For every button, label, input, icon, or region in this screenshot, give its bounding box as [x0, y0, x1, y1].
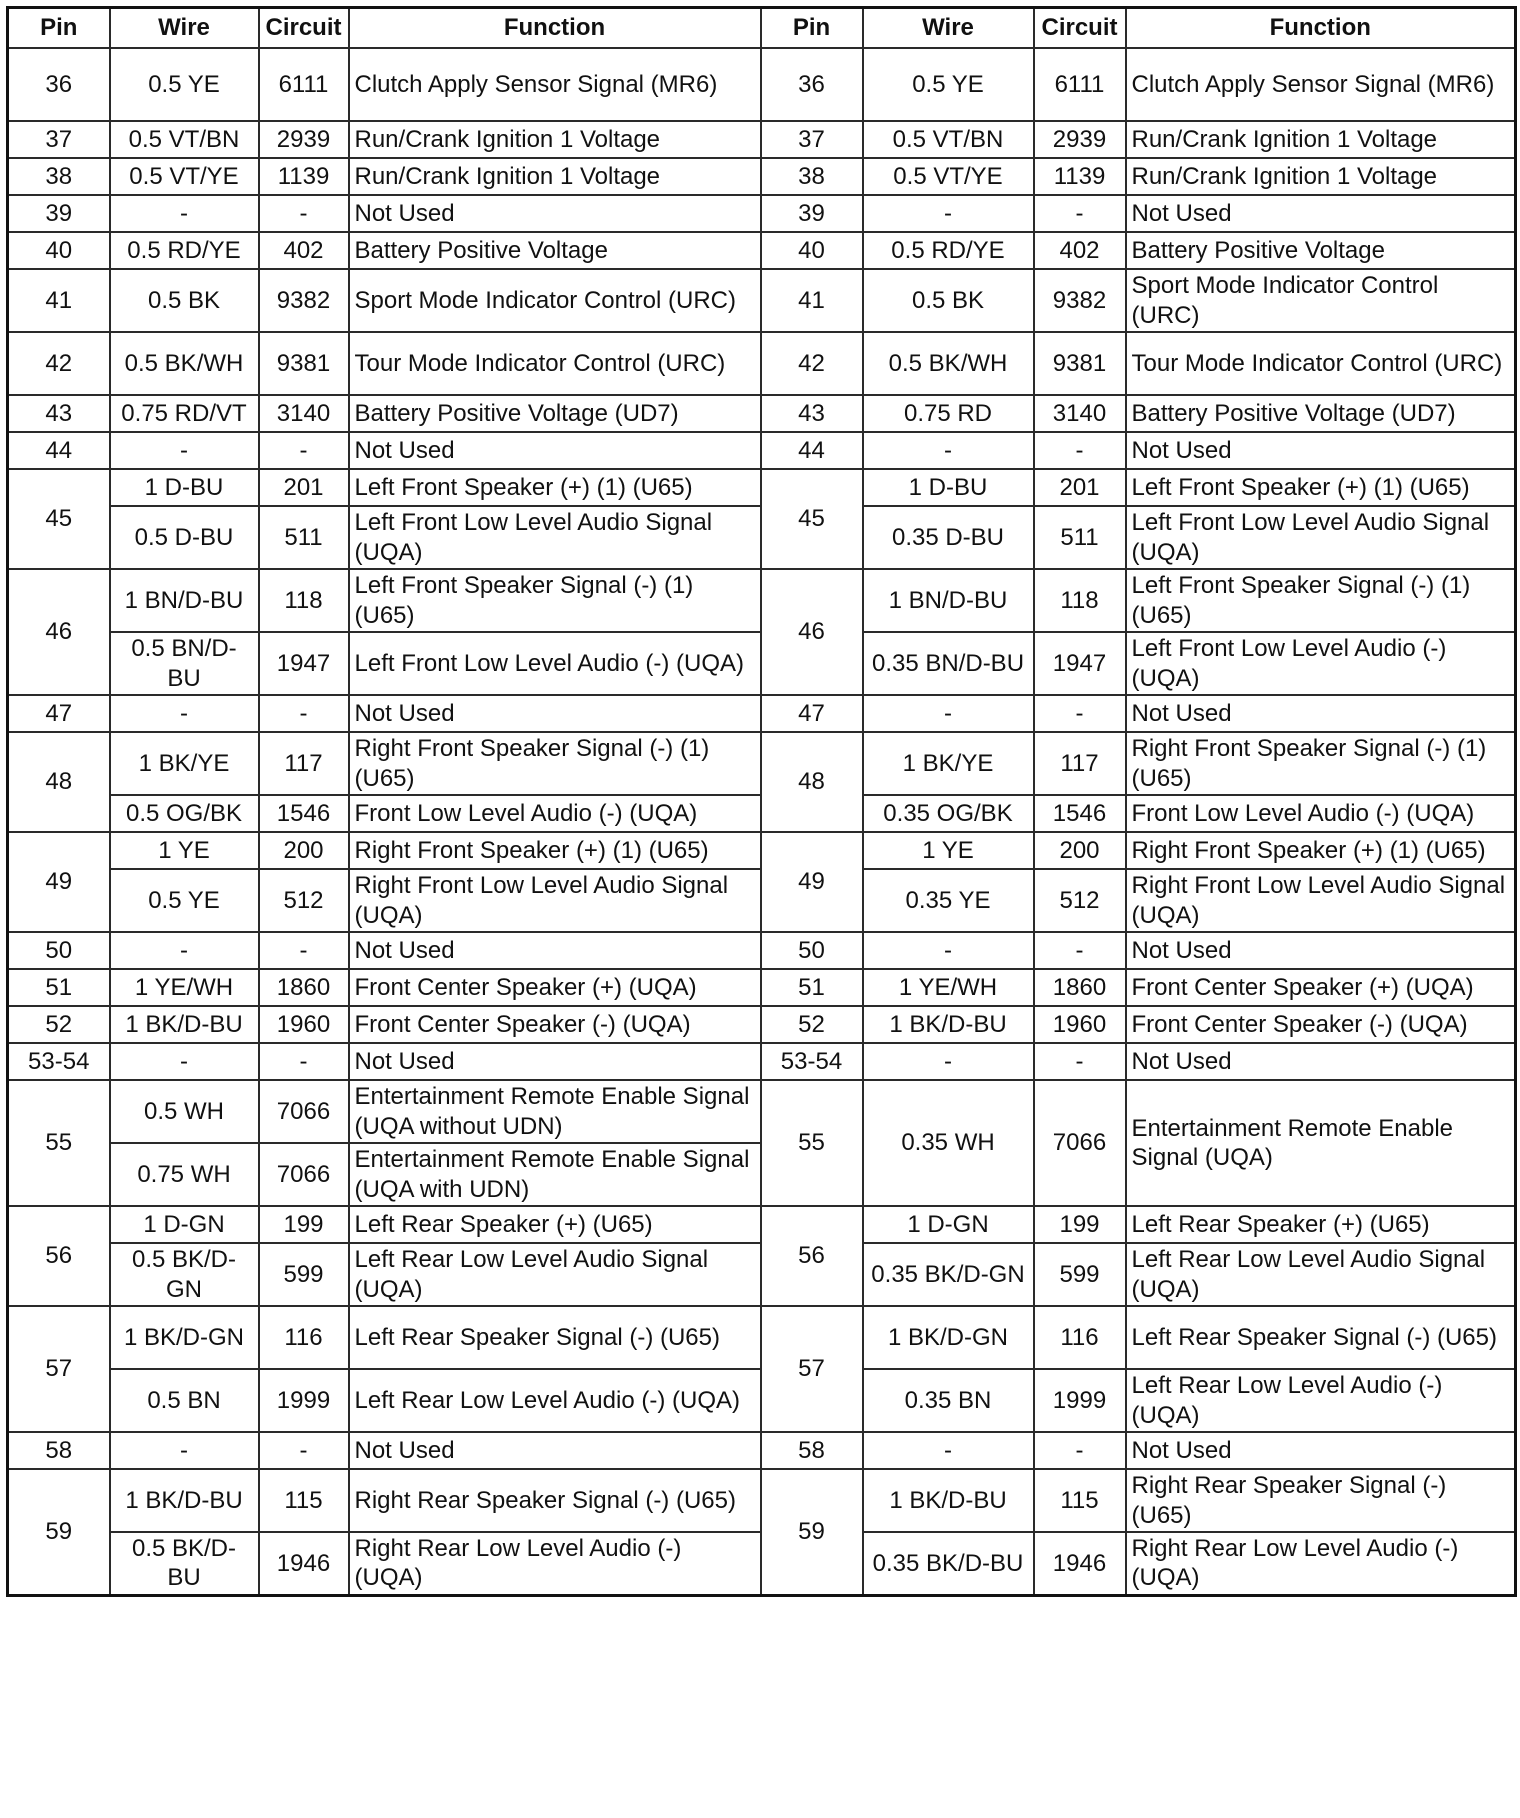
wire-cell: 0.5 BK [110, 269, 259, 332]
circuit-cell: 1999 [1034, 1369, 1126, 1432]
wire-cell: - [110, 1043, 259, 1080]
circuit-cell: 511 [259, 506, 349, 569]
circuit-cell: 9381 [1034, 332, 1126, 395]
pin-cell: 57 [8, 1306, 110, 1432]
circuit-cell: 117 [259, 732, 349, 795]
circuit-cell: 1860 [1034, 969, 1126, 1006]
pin-cell: 44 [761, 432, 863, 469]
wire-cell: 0.5 YE [110, 869, 259, 932]
circuit-cell: 402 [1034, 232, 1126, 269]
table-row [8, 569, 1516, 632]
function-cell: Not Used [1126, 432, 1516, 469]
pin-cell: 37 [761, 121, 863, 158]
pin-cell: 41 [761, 269, 863, 332]
circuit-cell: - [259, 195, 349, 232]
circuit-cell: 511 [1034, 506, 1126, 569]
pin-cell: 42 [761, 332, 863, 395]
pin-cell: 53-54 [761, 1043, 863, 1080]
wire-cell: 0.35 D-BU [863, 506, 1034, 569]
circuit-cell: 3140 [1034, 395, 1126, 432]
pin-cell: 49 [761, 832, 863, 932]
function-cell: Left Rear Low Level Audio Signal (UQA) [1126, 1243, 1516, 1306]
circuit-cell: 599 [1034, 1243, 1126, 1306]
circuit-cell: - [1034, 432, 1126, 469]
function-cell: Left Front Low Level Audio Signal (UQA) [1126, 506, 1516, 569]
table-row [8, 969, 1516, 1006]
pin-cell: 57 [761, 1306, 863, 1432]
pin-cell: 38 [8, 158, 110, 195]
connector-pinout-table [6, 6, 1517, 1597]
circuit-cell: 199 [259, 1206, 349, 1243]
wire-cell: 0.75 RD/VT [110, 395, 259, 432]
wire-cell: - [863, 1043, 1034, 1080]
pin-cell: 43 [8, 395, 110, 432]
function-cell: Front Center Speaker (+) (UQA) [1126, 969, 1516, 1006]
function-cell: Right Rear Speaker Signal (-) (U65) [349, 1469, 761, 1532]
pin-cell: 38 [761, 158, 863, 195]
circuit-cell: 6111 [1034, 48, 1126, 121]
circuit-cell: 7066 [1034, 1080, 1126, 1206]
function-cell: Left Rear Speaker Signal (-) (U65) [349, 1306, 761, 1369]
wire-cell: 0.35 BN/D-BU [863, 632, 1034, 695]
function-cell: Battery Positive Voltage (UD7) [1126, 395, 1516, 432]
pin-cell: 56 [761, 1206, 863, 1306]
header-wire: Wire [863, 8, 1034, 49]
circuit-cell: 402 [259, 232, 349, 269]
pin-cell: 55 [761, 1080, 863, 1206]
function-cell: Not Used [349, 1432, 761, 1469]
pin-cell: 43 [761, 395, 863, 432]
wire-cell: 1 BK/D-GN [110, 1306, 259, 1369]
function-cell: Front Center Speaker (-) (UQA) [349, 1006, 761, 1043]
pin-cell: 36 [761, 48, 863, 121]
circuit-cell: 1947 [259, 632, 349, 695]
wire-cell: - [110, 1432, 259, 1469]
function-cell: Right Front Speaker (+) (1) (U65) [1126, 832, 1516, 869]
function-cell: Left Rear Speaker Signal (-) (U65) [1126, 1306, 1516, 1369]
wire-cell: - [863, 695, 1034, 732]
wire-cell: 0.35 WH [863, 1080, 1034, 1206]
circuit-cell: 199 [1034, 1206, 1126, 1243]
pin-cell: 52 [761, 1006, 863, 1043]
pin-cell: 49 [8, 832, 110, 932]
circuit-cell: 116 [259, 1306, 349, 1369]
circuit-cell: 201 [259, 469, 349, 506]
wire-cell: 1 D-GN [110, 1206, 259, 1243]
function-cell: Battery Positive Voltage (UD7) [349, 395, 761, 432]
function-cell: Left Rear Low Level Audio (-) (UQA) [1126, 1369, 1516, 1432]
circuit-cell: 7066 [259, 1143, 349, 1206]
wire-cell: 1 BK/D-BU [110, 1006, 259, 1043]
function-cell: Tour Mode Indicator Control (URC) [349, 332, 761, 395]
circuit-cell: 1946 [259, 1532, 349, 1595]
table-row [8, 1043, 1516, 1080]
wire-cell: 0.5 RD/YE [863, 232, 1034, 269]
circuit-cell: 3140 [259, 395, 349, 432]
function-cell: Front Center Speaker (-) (UQA) [1126, 1006, 1516, 1043]
header-circuit: Circuit [259, 8, 349, 49]
header-function: Function [1126, 8, 1516, 49]
circuit-cell: 1860 [259, 969, 349, 1006]
function-cell: Left Rear Speaker (+) (U65) [1126, 1206, 1516, 1243]
wire-cell: 1 YE/WH [863, 969, 1034, 1006]
wire-cell: 1 BN/D-BU [110, 569, 259, 632]
pin-cell: 40 [8, 232, 110, 269]
circuit-cell: 118 [1034, 569, 1126, 632]
function-cell: Entertainment Remote Enable Signal (UQA without UDN) [349, 1080, 761, 1143]
wire-cell: 0.35 BN [863, 1369, 1034, 1432]
wire-cell: 0.5 VT/BN [863, 121, 1034, 158]
wire-cell: 0.35 BK/D-GN [863, 1243, 1034, 1306]
circuit-cell: 200 [259, 832, 349, 869]
wire-cell: 1 D-GN [863, 1206, 1034, 1243]
function-cell: Left Rear Low Level Audio (-) (UQA) [349, 1369, 761, 1432]
circuit-cell: 1946 [1034, 1532, 1126, 1595]
circuit-cell: - [259, 1432, 349, 1469]
circuit-cell: 1546 [259, 795, 349, 832]
function-cell: Run/Crank Ignition 1 Voltage [1126, 121, 1516, 158]
wire-cell: 0.5 WH [110, 1080, 259, 1143]
table-row [8, 158, 1516, 195]
circuit-cell: 7066 [259, 1080, 349, 1143]
circuit-cell: - [259, 432, 349, 469]
function-cell: Right Front Low Level Audio Signal (UQA) [349, 869, 761, 932]
pin-cell: 41 [8, 269, 110, 332]
table-row [8, 269, 1516, 332]
circuit-cell: 115 [1034, 1469, 1126, 1532]
function-cell: Tour Mode Indicator Control (URC) [1126, 332, 1516, 395]
wire-cell: 1 YE/WH [110, 969, 259, 1006]
circuit-cell: 117 [1034, 732, 1126, 795]
circuit-cell: 2939 [259, 121, 349, 158]
table-row [8, 48, 1516, 121]
table-row [8, 395, 1516, 432]
wire-cell: 1 YE [110, 832, 259, 869]
wire-cell: 0.5 BK/WH [863, 332, 1034, 395]
circuit-cell: 2939 [1034, 121, 1126, 158]
table-row [8, 732, 1516, 795]
pin-cell: 58 [8, 1432, 110, 1469]
function-cell: Right Front Speaker Signal (-) (1) (U65) [349, 732, 761, 795]
wire-cell: - [110, 932, 259, 969]
pin-cell: 53-54 [8, 1043, 110, 1080]
wire-cell: 1 BK/D-GN [863, 1306, 1034, 1369]
pin-cell: 37 [8, 121, 110, 158]
wire-cell: 0.5 RD/YE [110, 232, 259, 269]
wire-cell: - [110, 195, 259, 232]
pin-cell: 40 [761, 232, 863, 269]
circuit-cell: - [1034, 1043, 1126, 1080]
wire-cell: - [110, 432, 259, 469]
circuit-cell: 1999 [259, 1369, 349, 1432]
header-circuit: Circuit [1034, 8, 1126, 49]
wire-cell: 0.5 BK [863, 269, 1034, 332]
table-row [8, 1206, 1516, 1243]
pin-cell: 45 [8, 469, 110, 569]
header-function: Function [349, 8, 761, 49]
wire-cell: 0.35 BK/D-BU [863, 1532, 1034, 1595]
function-cell: Right Front Speaker Signal (-) (1) (U65) [1126, 732, 1516, 795]
wire-cell: 0.35 YE [863, 869, 1034, 932]
wire-cell: 0.5 D-BU [110, 506, 259, 569]
pin-cell: 46 [761, 569, 863, 695]
function-cell: Left Front Speaker (+) (1) (U65) [1126, 469, 1516, 506]
pin-cell: 36 [8, 48, 110, 121]
circuit-cell: 9381 [259, 332, 349, 395]
circuit-cell: 512 [259, 869, 349, 932]
pin-cell: 58 [761, 1432, 863, 1469]
wire-cell: 1 BK/D-BU [863, 1006, 1034, 1043]
pin-cell: 59 [761, 1469, 863, 1595]
function-cell: Left Rear Low Level Audio Signal (UQA) [349, 1243, 761, 1306]
pin-cell: 47 [8, 695, 110, 732]
pin-cell: 42 [8, 332, 110, 395]
circuit-cell: - [259, 932, 349, 969]
function-cell: Right Rear Speaker Signal (-) (U65) [1126, 1469, 1516, 1532]
circuit-cell: - [1034, 695, 1126, 732]
wire-cell: 0.5 BK/WH [110, 332, 259, 395]
pin-cell: 45 [761, 469, 863, 569]
wire-cell: 0.5 BN/D-BU [110, 632, 259, 695]
table-row [8, 1080, 1516, 1143]
function-cell: Right Front Speaker (+) (1) (U65) [349, 832, 761, 869]
circuit-cell: 512 [1034, 869, 1126, 932]
function-cell: Clutch Apply Sensor Signal (MR6) [1126, 48, 1516, 121]
wire-cell: 0.75 WH [110, 1143, 259, 1206]
function-cell: Right Rear Low Level Audio (-) (UQA) [349, 1532, 761, 1595]
function-cell: Sport Mode Indicator Control (URC) [1126, 269, 1516, 332]
function-cell: Run/Crank Ignition 1 Voltage [349, 121, 761, 158]
function-cell: Run/Crank Ignition 1 Voltage [349, 158, 761, 195]
function-cell: Not Used [1126, 1432, 1516, 1469]
function-cell: Right Front Low Level Audio Signal (UQA) [1126, 869, 1516, 932]
header-row [8, 8, 1516, 49]
circuit-cell: 9382 [1034, 269, 1126, 332]
wire-cell: 1 BK/D-BU [863, 1469, 1034, 1532]
function-cell: Not Used [1126, 695, 1516, 732]
pin-cell: 48 [761, 732, 863, 832]
circuit-cell: 599 [259, 1243, 349, 1306]
pin-cell: 51 [761, 969, 863, 1006]
function-cell: Not Used [349, 195, 761, 232]
table-row [8, 469, 1516, 506]
circuit-cell: - [1034, 195, 1126, 232]
wire-cell: - [110, 695, 259, 732]
wire-cell: 0.35 OG/BK [863, 795, 1034, 832]
function-cell: Left Front Speaker Signal (-) (1) (U65) [349, 569, 761, 632]
function-cell: Left Front Low Level Audio (-) (UQA) [1126, 632, 1516, 695]
wire-cell: - [863, 932, 1034, 969]
function-cell: Battery Positive Voltage [1126, 232, 1516, 269]
function-cell: Entertainment Remote Enable Signal (UQA with UDN) [349, 1143, 761, 1206]
function-cell: Not Used [1126, 195, 1516, 232]
pin-cell: 47 [761, 695, 863, 732]
function-cell: Sport Mode Indicator Control (URC) [349, 269, 761, 332]
circuit-cell: 1947 [1034, 632, 1126, 695]
circuit-cell: 6111 [259, 48, 349, 121]
function-cell: Not Used [349, 932, 761, 969]
function-cell: Left Rear Speaker (+) (U65) [349, 1206, 761, 1243]
wire-cell: 0.5 OG/BK [110, 795, 259, 832]
header-wire: Wire [110, 8, 259, 49]
circuit-cell: - [259, 695, 349, 732]
pin-cell: 46 [8, 569, 110, 695]
table-row [8, 232, 1516, 269]
function-cell: Battery Positive Voltage [349, 232, 761, 269]
wire-cell: - [863, 432, 1034, 469]
function-cell: Left Front Low Level Audio (-) (UQA) [349, 632, 761, 695]
wire-cell: 0.5 YE [110, 48, 259, 121]
wire-cell: 1 YE [863, 832, 1034, 869]
table-row [8, 1006, 1516, 1043]
function-cell: Front Low Level Audio (-) (UQA) [1126, 795, 1516, 832]
table-row [8, 121, 1516, 158]
function-cell: Clutch Apply Sensor Signal (MR6) [349, 48, 761, 121]
wire-cell: - [863, 195, 1034, 232]
table-row [8, 832, 1516, 869]
pin-cell: 52 [8, 1006, 110, 1043]
circuit-cell: 1546 [1034, 795, 1126, 832]
wire-cell: 1 BK/YE [863, 732, 1034, 795]
function-cell: Left Front Speaker Signal (-) (1) (U65) [1126, 569, 1516, 632]
circuit-cell: - [259, 1043, 349, 1080]
wire-cell: 0.5 VT/BN [110, 121, 259, 158]
pin-cell: 50 [8, 932, 110, 969]
circuit-cell: 1139 [1034, 158, 1126, 195]
table-row [8, 695, 1516, 732]
pin-cell: 51 [8, 969, 110, 1006]
function-cell: Right Rear Low Level Audio (-) (UQA) [1126, 1532, 1516, 1595]
table-row [8, 195, 1516, 232]
table-row [8, 332, 1516, 395]
circuit-cell: 118 [259, 569, 349, 632]
function-cell: Front Center Speaker (+) (UQA) [349, 969, 761, 1006]
wire-cell: 0.5 BK/D-GN [110, 1243, 259, 1306]
function-cell: Left Front Speaker (+) (1) (U65) [349, 469, 761, 506]
wire-cell: 1 D-BU [110, 469, 259, 506]
circuit-cell: 200 [1034, 832, 1126, 869]
wire-cell: 0.5 VT/YE [110, 158, 259, 195]
circuit-cell: 1960 [1034, 1006, 1126, 1043]
pin-cell: 55 [8, 1080, 110, 1206]
table-row [8, 1306, 1516, 1369]
function-cell: Not Used [349, 695, 761, 732]
pin-cell: 56 [8, 1206, 110, 1306]
table-row [8, 1432, 1516, 1469]
function-cell: Not Used [1126, 1043, 1516, 1080]
function-cell: Left Front Low Level Audio Signal (UQA) [349, 506, 761, 569]
wire-cell: 0.5 BN [110, 1369, 259, 1432]
table-row [8, 432, 1516, 469]
pin-cell: 48 [8, 732, 110, 832]
header-pin: Pin [761, 8, 863, 49]
wire-cell: 0.75 RD [863, 395, 1034, 432]
table-row [8, 1469, 1516, 1532]
wire-cell: 0.5 VT/YE [863, 158, 1034, 195]
function-cell: Not Used [1126, 932, 1516, 969]
pin-cell: 44 [8, 432, 110, 469]
function-cell: Not Used [349, 432, 761, 469]
wire-cell: 1 BN/D-BU [863, 569, 1034, 632]
table-row [8, 932, 1516, 969]
wire-cell: 1 BK/YE [110, 732, 259, 795]
pin-cell: 50 [761, 932, 863, 969]
wire-cell: 1 D-BU [863, 469, 1034, 506]
function-cell: Front Low Level Audio (-) (UQA) [349, 795, 761, 832]
function-cell: Not Used [349, 1043, 761, 1080]
pin-cell: 39 [8, 195, 110, 232]
pinout-document [6, 6, 1517, 1597]
circuit-cell: - [1034, 932, 1126, 969]
circuit-cell: 9382 [259, 269, 349, 332]
wire-cell: 0.5 BK/D-BU [110, 1532, 259, 1595]
circuit-cell: 1139 [259, 158, 349, 195]
circuit-cell: 116 [1034, 1306, 1126, 1369]
wire-cell: - [863, 1432, 1034, 1469]
pin-cell: 39 [761, 195, 863, 232]
circuit-cell: 201 [1034, 469, 1126, 506]
circuit-cell: 1960 [259, 1006, 349, 1043]
function-cell: Entertainment Remote Enable Signal (UQA) [1126, 1080, 1516, 1206]
header-pin: Pin [8, 8, 110, 49]
wire-cell: 1 BK/D-BU [110, 1469, 259, 1532]
wire-cell: 0.5 YE [863, 48, 1034, 121]
pin-cell: 59 [8, 1469, 110, 1595]
circuit-cell: 115 [259, 1469, 349, 1532]
function-cell: Run/Crank Ignition 1 Voltage [1126, 158, 1516, 195]
circuit-cell: - [1034, 1432, 1126, 1469]
